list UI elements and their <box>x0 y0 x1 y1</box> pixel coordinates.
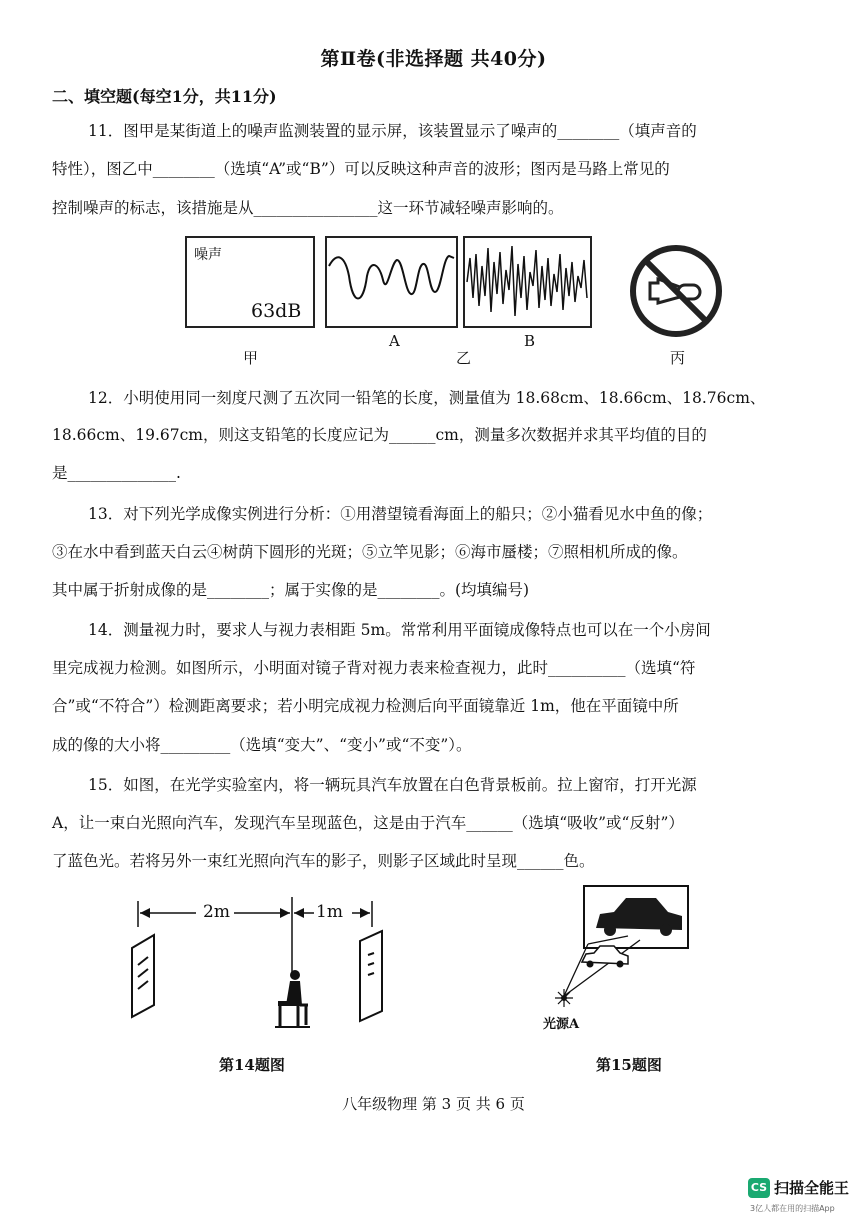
camscanner-name: 扫描全能王 <box>774 1179 850 1197</box>
page-footer: 八年级物理 第 3 页 共 6 页 <box>342 1095 525 1113</box>
q14-line-2: 里完成视力检测。如图所示，小明面对镜子背对视力表来检查视力，此时__________（选填“符 <box>52 659 696 677</box>
figure-15-caption: 第15题图 <box>596 1056 662 1074</box>
camscanner-logo-icon: CS <box>748 1178 770 1198</box>
camscanner-watermark <box>748 1176 860 1222</box>
light-source-label: 光源A <box>543 1017 580 1032</box>
q11-line-2: 特性），图乙中________（选填“A”或“B”）可以反映这种声音的波形；图丙是马路上常见的 <box>52 160 670 178</box>
q13-line-3: 其中属于折射成像的是________；属于实像的是________。(均填编号) <box>52 581 530 599</box>
waveform-a-label: A <box>389 332 400 350</box>
q12-line-3: 是______________. <box>52 464 181 482</box>
figure-14-caption: 第14题图 <box>219 1056 285 1074</box>
q14-line-3: 合”或“不符合”）检测距离要求；若小明完成视力检测后向平面镜靠近 1m，他在平面镜中所 <box>52 697 679 715</box>
q11-line-3: 控制噪声的标志，该措施是从________________这一环节减轻噪声影响的。 <box>52 199 564 217</box>
q13-line-1: 13．对下列光学成像实例进行分析：①用潜望镜看海面上的船只；②小猫看见水中鱼的像； <box>88 505 713 523</box>
q11-line-1: 11．图甲是某街道上的噪声监测装置的显示屏，该装置显示了噪声的________（填声音的 <box>88 122 697 140</box>
noise-monitor-label: 噪声 <box>194 247 222 263</box>
noise-monitor-value: 63dB <box>251 300 302 322</box>
q12-line-2: 18.66cm、19.67cm，则这支铅笔的长度应记为______cm，测量多次数据并求其平均值的目的 <box>52 426 707 444</box>
noise-monitor-screen <box>185 236 315 328</box>
q14-line-4: 成的像的大小将_________（选填“变大”、“变小”或“不变”）。 <box>52 736 472 754</box>
waveform-b <box>463 236 592 328</box>
q14-line-1: 14．测量视力时，要求人与视力表相距 5m。常常利用平面镜成像特点也可以在一个小房间 <box>88 621 711 639</box>
figure-15-diagram <box>548 884 698 1034</box>
section-title: 二、填空题(每空1分，共11分) <box>52 87 277 106</box>
waveform-b-label: B <box>524 332 536 350</box>
q15-line-1: 15．如图，在光学实验室内，将一辆玩具汽车放置在白色背景板前。拉上窗帘，打开光源 <box>88 776 697 794</box>
q15-line-2: A，让一束白光照向汽车，发现汽车呈现蓝色，这是由于汽车______（选填“吸收”或“反射”） <box>52 814 684 832</box>
figure-bing-caption: 丙 <box>670 349 686 367</box>
waveform-a <box>325 236 458 328</box>
figure-14-diagram <box>120 893 390 1043</box>
distance-1m-label: 1m <box>316 902 343 922</box>
q12-line-1: 12．小明使用同一刻度尺测了五次同一铅笔的长度，测量值为 18.68cm、18.66cm、18.76cm、 <box>88 389 766 407</box>
distance-2m-label: 2m <box>203 902 230 922</box>
q15-line-3: 了蓝色光。若将另外一束红光照向汽车的影子，则影子区域此时呈现______色。 <box>52 852 595 870</box>
figure-jia-caption: 甲 <box>243 349 259 367</box>
page-title: 第Ⅱ卷(非选择题 共40分) <box>320 48 547 70</box>
camscanner-slogan: 3亿人都在用的扫描App <box>750 1204 835 1213</box>
q13-line-2: ③在水中看到蓝天白云④树荫下圆形的光斑；⑤立竿见影；⑥海市蜃楼；⑦照相机所成的像。 <box>52 543 688 561</box>
figure-yi-caption: 乙 <box>456 349 472 367</box>
no-horn-sign-icon <box>628 243 724 339</box>
